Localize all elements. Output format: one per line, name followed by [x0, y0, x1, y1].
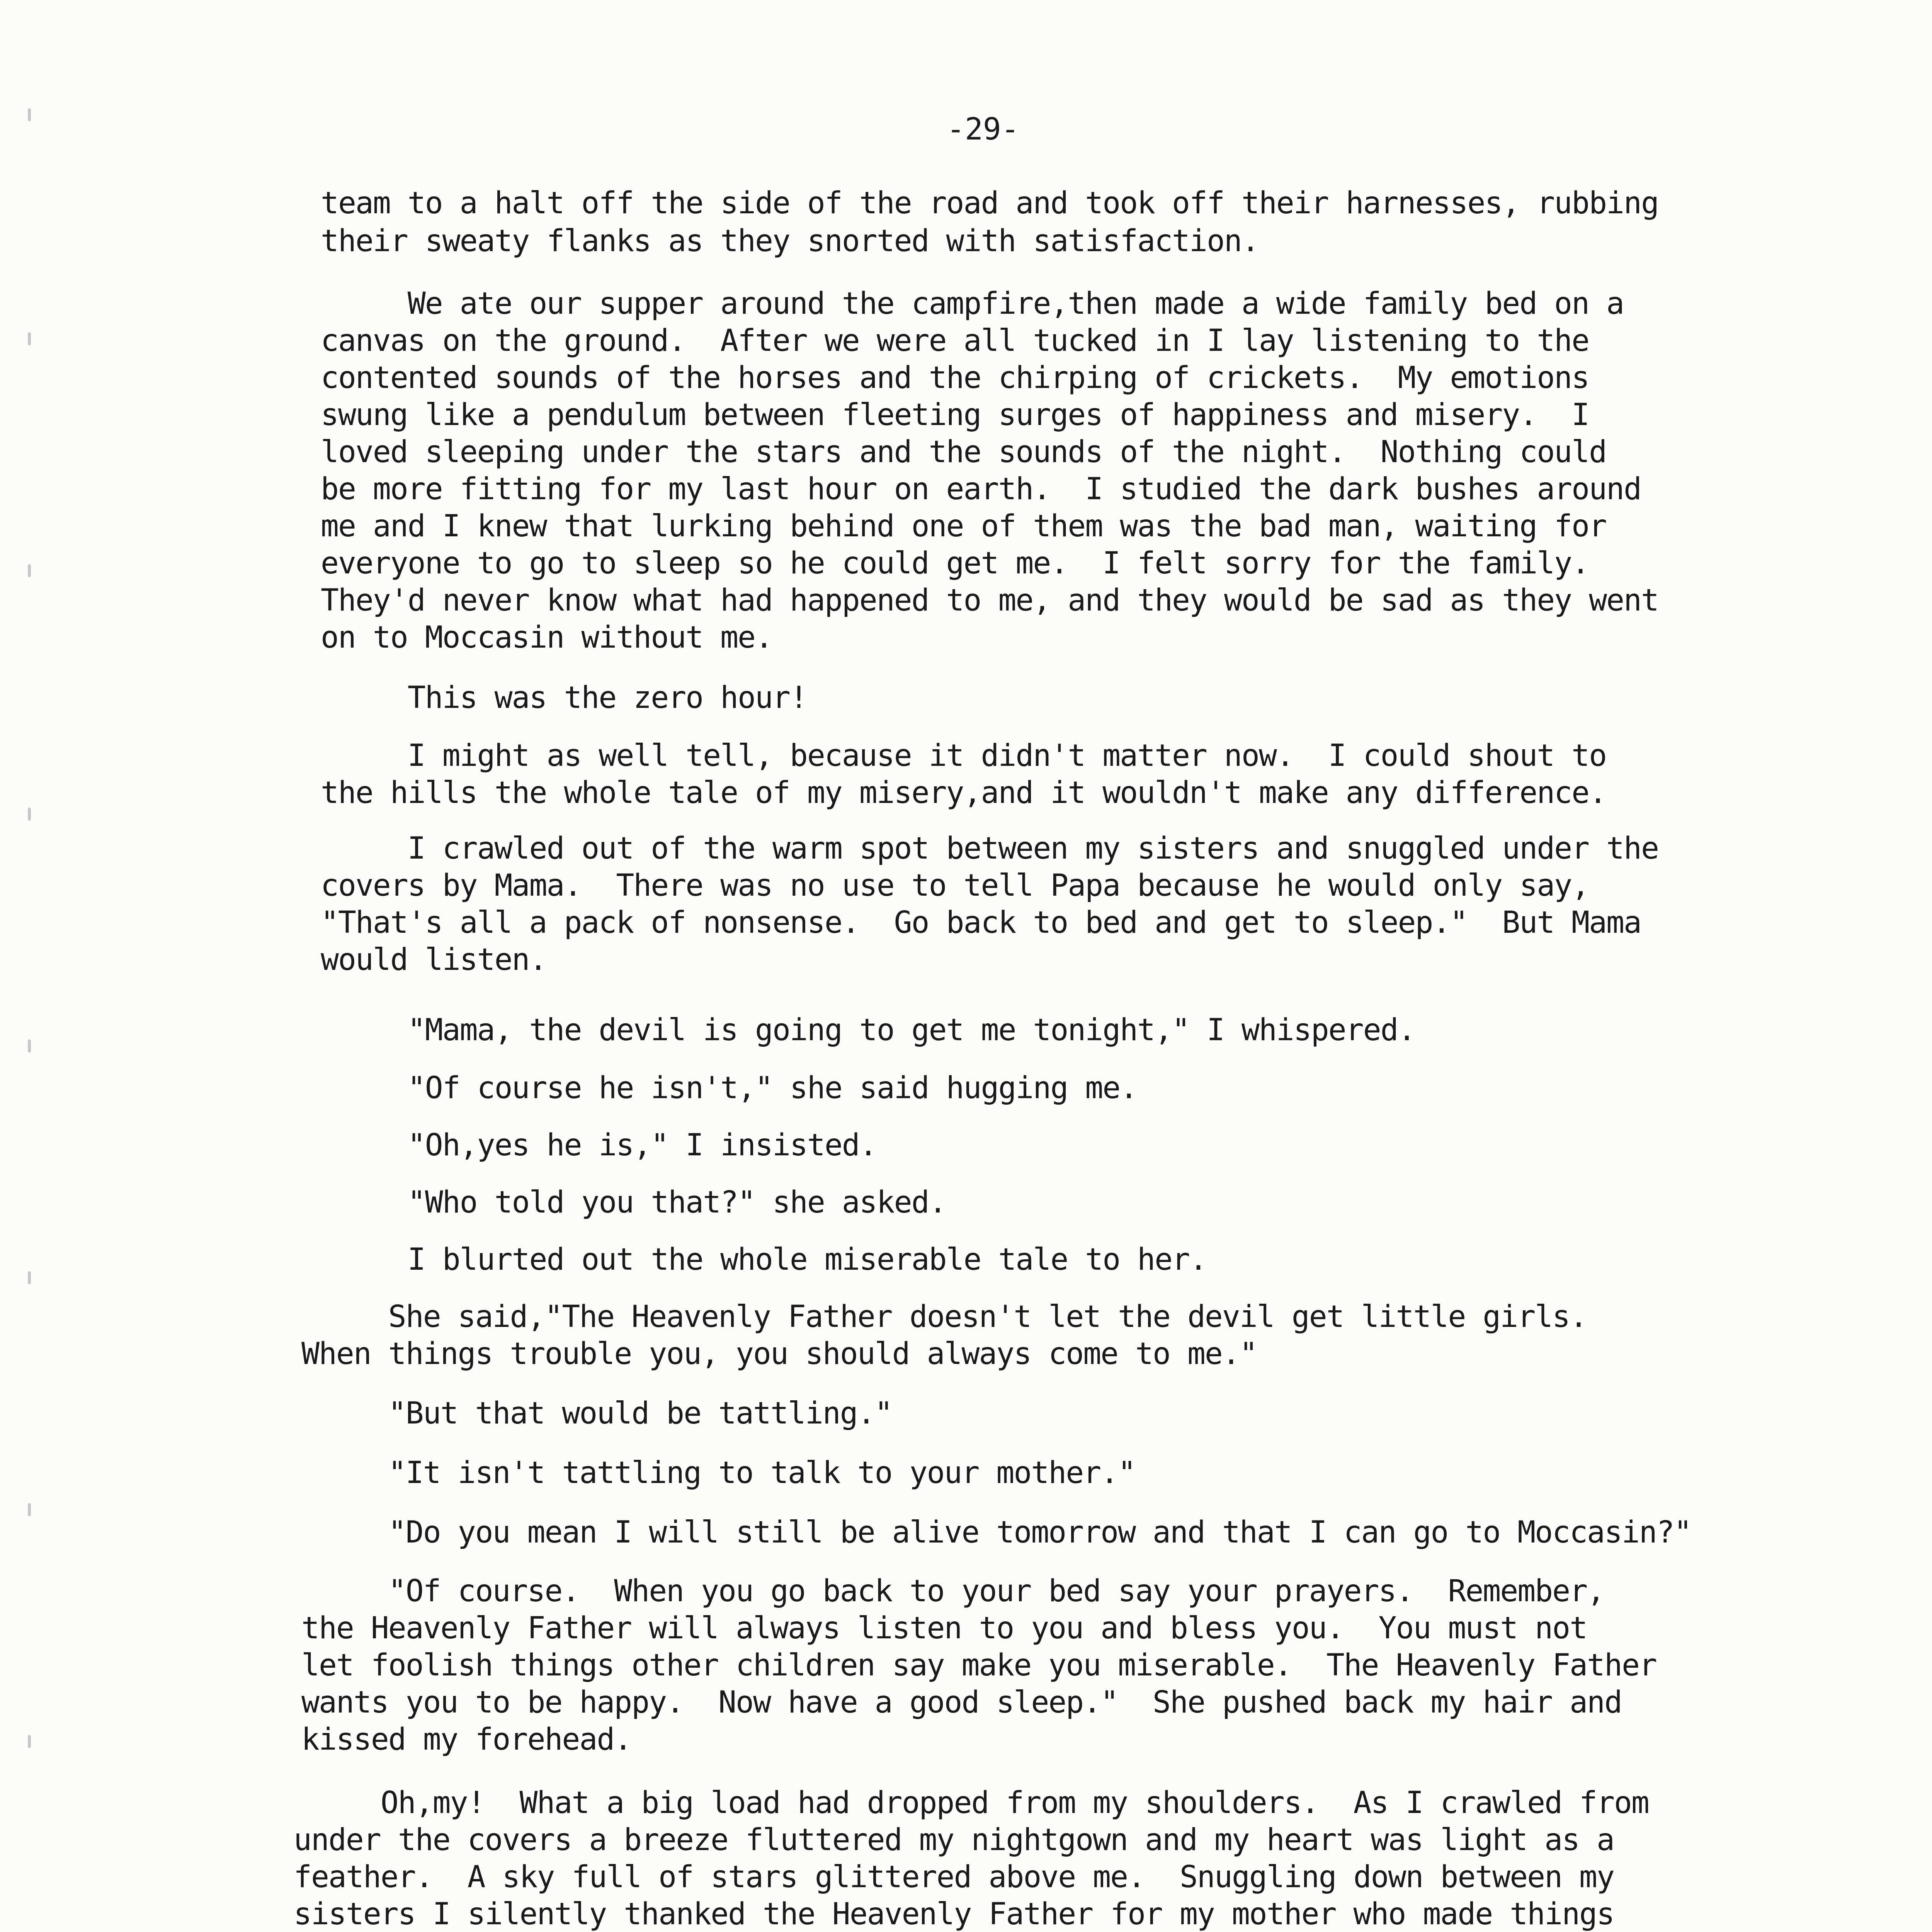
- text-line: When things trouble you, you should always come to me.": [301, 1337, 1257, 1371]
- text-line: their sweaty flanks as they snorted with satisfaction.: [321, 224, 1259, 259]
- text-line: They'd never know what had happened to me, and they would be sad as they went: [321, 583, 1658, 618]
- margin-mark: [28, 808, 31, 821]
- text-line: be more fitting for my last hour on earth. I studied the dark bushes around: [321, 472, 1641, 507]
- text-line: contented sounds of the horses and the chirping of crickets. My emotions: [321, 361, 1589, 395]
- text-line: swung like a pendulum between fleeting surges of happiness and misery. I: [321, 398, 1589, 432]
- text-line: covers by Mama. There was no use to tell Papa because he would only say,: [321, 868, 1589, 903]
- text-line: team to a halt off the side of the road and took off their harnesses, rubbing: [321, 186, 1658, 221]
- text-line: would listen.: [321, 942, 547, 977]
- text-line: I blurted out the whole miserable tale to her.: [321, 1242, 1207, 1277]
- text-line: Oh,my! What a big load had dropped from my shoulders. As I crawled from: [294, 1786, 1649, 1820]
- text-line: kissed my forehead.: [301, 1722, 632, 1757]
- text-line: "Mama, the devil is going to get me tonight," I whispered.: [321, 1013, 1415, 1048]
- text-line: everyone to go to sleep so he could get me. I felt sorry for the family.: [321, 546, 1589, 581]
- margin-mark: [28, 1735, 31, 1748]
- text-line: "That's all a pack of nonsense. Go back to bed and get to sleep." But Mama: [321, 905, 1641, 940]
- margin-mark: [28, 1503, 31, 1516]
- margin-mark: [28, 1271, 31, 1284]
- text-line: loved sleeping under the stars and the sounds of the night. Nothing could: [321, 435, 1607, 469]
- text-line: let foolish things other children say make you miserable. The Heavenly Father: [301, 1648, 1656, 1683]
- text-line: wants you to be happy. Now have a good sleep." She pushed back my hair and: [301, 1685, 1622, 1720]
- text-line: under the covers a breeze fluttered my nightgown and my heart was light as a: [294, 1823, 1614, 1857]
- text-line: on to Moccasin without me.: [321, 620, 772, 655]
- margin-mark: [28, 108, 31, 121]
- margin-mark: [28, 564, 31, 577]
- text-line: "Do you mean I will still be alive tomorrow and that I can go to Moccasin?": [301, 1515, 1691, 1550]
- text-line: the hills the whole tale of my misery,and it wouldn't make any difference.: [321, 776, 1607, 810]
- margin-mark: [28, 332, 31, 345]
- text-line: "Who told you that?" she asked.: [321, 1185, 946, 1220]
- text-line: "Of course. When you go back to your bed say your prayers. Remember,: [301, 1574, 1604, 1609]
- text-line: I might as well tell, because it didn't matter now. I could shout to: [321, 738, 1607, 773]
- text-line: canvas on the ground. After we were all tucked in I lay listening to the: [321, 323, 1589, 358]
- text-line: the Heavenly Father will always listen to you and bless you. You must not: [301, 1611, 1587, 1646]
- text-line: me and I knew that lurking behind one of them was the bad man, waiting for: [321, 509, 1607, 544]
- text-line: "Of course he isn't," she said hugging me.: [321, 1071, 1138, 1105]
- text-line: "But that would be tattling.": [301, 1396, 892, 1431]
- text-line: She said,"The Heavenly Father doesn't let the devil get little girls.: [301, 1299, 1587, 1334]
- page-number: -29-: [947, 112, 1019, 147]
- text-line: feather. A sky full of stars glittered above me. Snuggling down between my: [294, 1860, 1614, 1895]
- text-line: This was the zero hour!: [321, 680, 807, 715]
- text-line: "It isn't tattling to talk to your mother.": [301, 1456, 1136, 1490]
- text-line: sisters I silently thanked the Heavenly Father for my mother who made things: [294, 1897, 1614, 1932]
- margin-mark: [28, 1039, 31, 1053]
- text-line: I crawled out of the warm spot between my sisters and snuggled under the: [321, 831, 1658, 866]
- text-line: "Oh,yes he is," I insisted.: [321, 1128, 877, 1163]
- text-line: We ate our supper around the campfire,then made a wide family bed on a: [321, 286, 1624, 321]
